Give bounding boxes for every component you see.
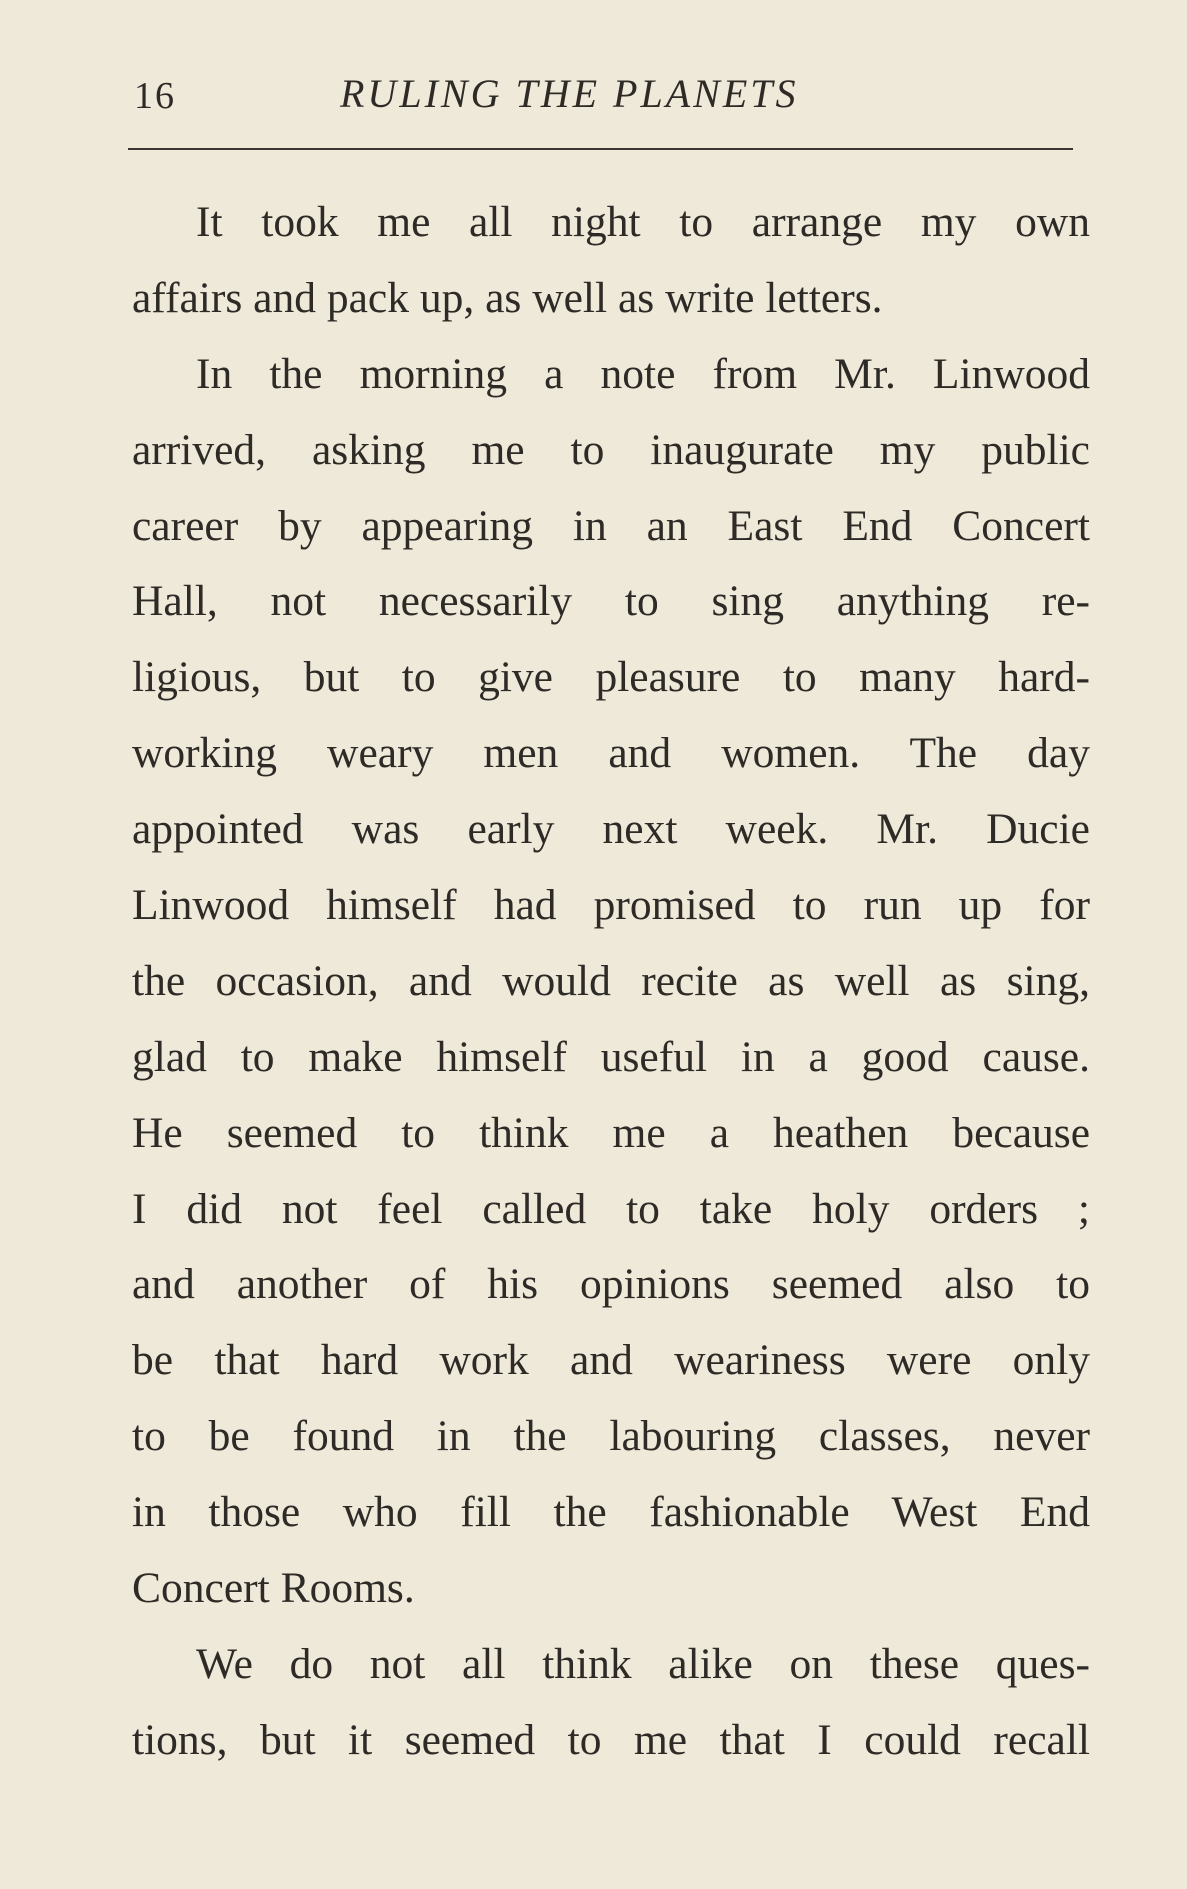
text-line: working weary men and women. The day (132, 729, 1090, 778)
text-line: tions, but it seemed to me that I could recall (132, 1715, 1090, 1764)
text-line: be that hard work and weariness were only (132, 1336, 1090, 1385)
text-line: Linwood himself had promised to run up for (132, 881, 1090, 930)
text-line: It took me all night to arrange my own (196, 198, 1090, 246)
header-rule (128, 148, 1073, 150)
text-line: in those who fill the fashionable West End (132, 1488, 1090, 1537)
text-line: the occasion, and would recite as well as sing, (132, 956, 1090, 1005)
text-line: ligious, but to give pleasure to many hard- (132, 653, 1090, 702)
text-line: affairs and pack up, as well as write letters. (132, 273, 883, 322)
page-number: 16 (134, 75, 176, 117)
text-line: career by appearing in an East End Concert (132, 501, 1090, 550)
text-line: We do not all think alike on these ques- (196, 1639, 1090, 1688)
text-line: to be found in the labouring classes, never (132, 1412, 1090, 1461)
text-line: Concert Rooms. (132, 1564, 415, 1613)
text-line: glad to make himself useful in a good cause. (132, 1032, 1090, 1081)
body-text (132, 185, 1090, 1779)
text-line: He seemed to think me a heathen because (132, 1108, 1090, 1157)
text-line: Hall, not necessarily to sing anything re- (132, 577, 1090, 626)
page-header (130, 60, 1075, 120)
text-line: In the morning a note from Mr. Linwood (196, 349, 1090, 398)
text-line: and another of his opinions seemed also to (132, 1260, 1090, 1309)
running-head: RULING THE PLANETS (340, 71, 799, 116)
text-line: arrived, asking me to inaugurate my public (132, 425, 1090, 474)
text-line: appointed was early next week. Mr. Ducie (132, 805, 1090, 854)
text-line: I did not feel called to take holy orders ; (132, 1184, 1090, 1233)
